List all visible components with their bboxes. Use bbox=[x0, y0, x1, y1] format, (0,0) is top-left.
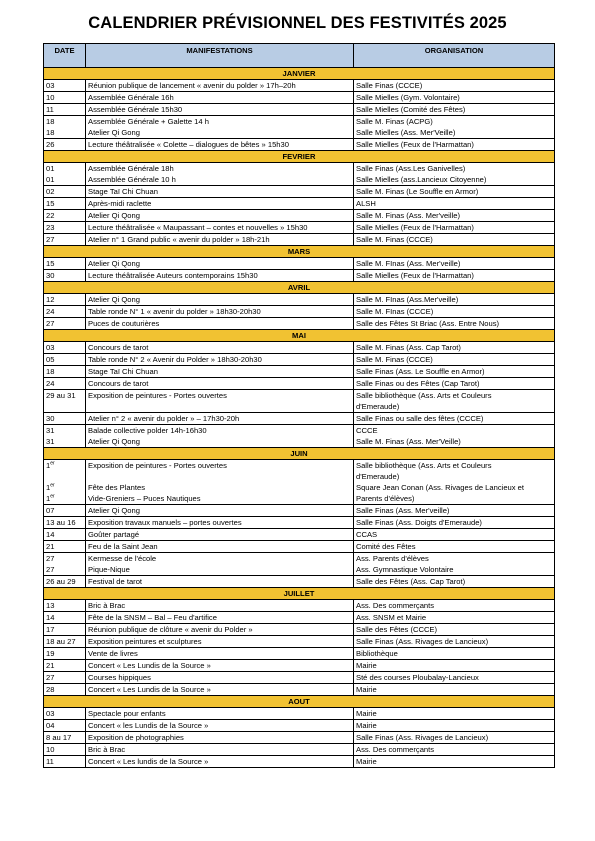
month-fevrier: FEVRIER bbox=[44, 151, 555, 163]
date-line bbox=[46, 482, 83, 493]
row-date: 23 bbox=[44, 222, 86, 234]
row-event: Stage Taï Chi Chuan bbox=[86, 366, 354, 378]
row-event: Spectacle pour enfants bbox=[86, 708, 354, 720]
table-row bbox=[44, 354, 555, 366]
table-row bbox=[44, 460, 555, 505]
row-date: 28 bbox=[44, 684, 86, 696]
org-line: Salle Mielles (Ass. Mer'Veille) bbox=[356, 128, 456, 137]
org-line: Salle bibliothèque (Ass. Arts et Couleurs bbox=[356, 391, 492, 400]
day-number: 1 bbox=[46, 494, 51, 503]
row-event: Atelier Qi Qong bbox=[86, 294, 354, 306]
event-line bbox=[88, 471, 351, 482]
table-row bbox=[44, 505, 555, 517]
row-event: Feu de la Saint Jean bbox=[86, 541, 354, 553]
row-org: Salle M. Finas (Ass. Mer'veille) bbox=[354, 210, 555, 222]
row-event: Stage Taï Chi Chuan bbox=[86, 186, 354, 198]
date-line: 01 bbox=[46, 175, 55, 184]
org-line: Parents d'élèves) bbox=[356, 494, 415, 503]
org-line: Salle Finas (Ass.Les Ganivelles) bbox=[356, 164, 466, 173]
table-row bbox=[44, 186, 555, 198]
table-row bbox=[44, 198, 555, 210]
table-row bbox=[44, 306, 555, 318]
row-event: Festival de tarot bbox=[86, 576, 354, 588]
row-date bbox=[44, 116, 86, 139]
table-row bbox=[44, 660, 555, 672]
row-event: Concert « Les Lundis de la Source » bbox=[86, 660, 354, 672]
row-date: 15 bbox=[44, 258, 86, 270]
date-line bbox=[46, 493, 83, 504]
row-date: 10 bbox=[44, 744, 86, 756]
row-org: Mairie bbox=[354, 708, 555, 720]
row-org: Ass. SNSM et Mairie bbox=[354, 612, 555, 624]
table-row bbox=[44, 553, 555, 576]
event-line: Fête des Plantes bbox=[88, 483, 145, 492]
row-date: 12 bbox=[44, 294, 86, 306]
row-org: Mairie bbox=[354, 660, 555, 672]
table-row bbox=[44, 116, 555, 139]
row-org: Salle M. FInas (Ass.Mer'veille) bbox=[354, 294, 555, 306]
row-date: 26 au 29 bbox=[44, 576, 86, 588]
row-org bbox=[354, 553, 555, 576]
row-org: Salle Finas (Ass. Mer'veille) bbox=[354, 505, 555, 517]
table-row bbox=[44, 672, 555, 684]
row-event: Bric à Brac bbox=[86, 600, 354, 612]
event-line: Assemblée Générale + Galette 14 h bbox=[88, 117, 209, 126]
table-row bbox=[44, 425, 555, 448]
table-row bbox=[44, 139, 555, 151]
row-date: 02 bbox=[44, 186, 86, 198]
table-row bbox=[44, 708, 555, 720]
row-org: Ass. Des commerçants bbox=[354, 744, 555, 756]
row-org: Salle Mielles (Comité des Fêtes) bbox=[354, 104, 555, 116]
table-row bbox=[44, 576, 555, 588]
day-number: 1 bbox=[46, 483, 51, 492]
org-line: Salle M. Finas (Ass. Mer'Veille) bbox=[356, 437, 461, 446]
month-row bbox=[44, 448, 555, 460]
row-event: Lecture théâtralisée Auteurs contemporains 15h30 bbox=[86, 270, 354, 282]
row-date: 05 bbox=[44, 354, 86, 366]
row-date: 03 bbox=[44, 708, 86, 720]
row-event: Assemblée Générale 15h30 bbox=[86, 104, 354, 116]
table-row bbox=[44, 234, 555, 246]
row-org bbox=[354, 425, 555, 448]
row-org bbox=[354, 116, 555, 139]
org-line: Ass. Parents d'élèves bbox=[356, 554, 429, 563]
row-date bbox=[44, 460, 86, 505]
month-row bbox=[44, 282, 555, 294]
row-date bbox=[44, 425, 86, 448]
row-org: Salle des Fêtes (CCCE) bbox=[354, 624, 555, 636]
row-date: 30 bbox=[44, 270, 86, 282]
row-event: Concert « Les lundis de la Source » bbox=[86, 756, 354, 768]
month-row bbox=[44, 330, 555, 342]
org-line: CCCE bbox=[356, 426, 378, 435]
row-event: Atelier Qi Qong bbox=[86, 258, 354, 270]
row-org: Salle Finas (Ass. Rivages de Lancieux) bbox=[354, 636, 555, 648]
table-row bbox=[44, 517, 555, 529]
row-event bbox=[86, 553, 354, 576]
row-event: Exposition de photographies bbox=[86, 732, 354, 744]
row-date: 19 bbox=[44, 648, 86, 660]
table-row bbox=[44, 342, 555, 354]
row-date bbox=[44, 553, 86, 576]
row-event: Table ronde N° 1 « avenir du polder » 18h30-20h30 bbox=[86, 306, 354, 318]
row-event: Lecture théâtralisée « Colette – dialogues de bêtes » 15h30 bbox=[86, 139, 354, 151]
row-org: ALSH bbox=[354, 198, 555, 210]
table-row bbox=[44, 378, 555, 390]
ordinal-suffix: er bbox=[50, 482, 55, 489]
table-row bbox=[44, 294, 555, 306]
row-date: 14 bbox=[44, 529, 86, 541]
row-org: Salle M. Finas (CCCE) bbox=[354, 354, 555, 366]
row-org: Salle Mielles (Gym. Volontaire) bbox=[354, 92, 555, 104]
table-row bbox=[44, 732, 555, 744]
row-event: Atelier Qi Qong bbox=[86, 505, 354, 517]
row-org: Comité des Fêtes bbox=[354, 541, 555, 553]
date-line: 31 bbox=[46, 426, 55, 435]
row-org: Salle Finas ou des Fêtes (Cap Tarot) bbox=[354, 378, 555, 390]
row-date: 03 bbox=[44, 342, 86, 354]
row-event: Vente de livres bbox=[86, 648, 354, 660]
row-date bbox=[44, 163, 86, 186]
org-line: Ass. Gymnastique Volontaire bbox=[356, 565, 454, 574]
row-org: Salle M. Finas (CCCE) bbox=[354, 234, 555, 246]
org-line: d'Emeraude) bbox=[356, 472, 400, 481]
table-row bbox=[44, 222, 555, 234]
row-event: Exposition travaux manuels – portes ouvertes bbox=[86, 517, 354, 529]
row-org: Salle M. Finas (Le Souffle en Armor) bbox=[354, 186, 555, 198]
row-org: Salle Finas (Ass. Doigts d'Emeraude) bbox=[354, 517, 555, 529]
table-row bbox=[44, 163, 555, 186]
table-row bbox=[44, 104, 555, 116]
org-line: Salle M. Finas (ACPG) bbox=[356, 117, 433, 126]
row-event: Concours de tarot bbox=[86, 378, 354, 390]
row-org: Salle Finas (CCCE) bbox=[354, 80, 555, 92]
event-line: Atelier Qi Gong bbox=[88, 128, 140, 137]
date-line: 18 bbox=[46, 117, 55, 126]
row-event: Table ronde N° 2 « Avenir du Polder » 18h30-20h30 bbox=[86, 354, 354, 366]
row-org: Salle Mielles (Feux de l'Harmattan) bbox=[354, 222, 555, 234]
row-event: Goûter partagé bbox=[86, 529, 354, 541]
row-date: 18 au 27 bbox=[44, 636, 86, 648]
row-date: 11 bbox=[44, 756, 86, 768]
row-event bbox=[86, 163, 354, 186]
row-date: 8 au 17 bbox=[44, 732, 86, 744]
date-line: 31 bbox=[46, 437, 55, 446]
event-line: Atelier Qi Qong bbox=[88, 437, 140, 446]
row-date: 29 au 31 bbox=[44, 390, 86, 413]
table-row bbox=[44, 92, 555, 104]
row-org: Salle M. Finas (Ass. Cap Tarot) bbox=[354, 342, 555, 354]
day-number: 1 bbox=[46, 461, 51, 470]
table-row bbox=[44, 756, 555, 768]
row-event: Après-midi raclette bbox=[86, 198, 354, 210]
table-row bbox=[44, 636, 555, 648]
row-event bbox=[86, 116, 354, 139]
row-event: Exposition de peintures - Portes ouvertes bbox=[86, 390, 354, 413]
row-date: 26 bbox=[44, 139, 86, 151]
row-date: 13 au 16 bbox=[44, 517, 86, 529]
month-avril: AVRIL bbox=[44, 282, 555, 294]
month-row bbox=[44, 588, 555, 600]
date-line bbox=[46, 460, 83, 471]
table-row bbox=[44, 390, 555, 413]
month-row bbox=[44, 246, 555, 258]
row-date: 24 bbox=[44, 306, 86, 318]
date-line bbox=[46, 471, 83, 482]
row-org: CCAS bbox=[354, 529, 555, 541]
row-event: Exposition peintures et sculptures bbox=[86, 636, 354, 648]
row-org: Salle des Fêtes St Briac (Ass. Entre Nous) bbox=[354, 318, 555, 330]
page-title: CALENDRIER PRÉVISIONNEL DES FESTIVITÉS 2025 bbox=[88, 14, 507, 32]
month-aout: AOUT bbox=[44, 696, 555, 708]
row-event: Atelier n° 2 « avenir du polder » – 17h30-20h bbox=[86, 413, 354, 425]
org-line: Salle bibliothèque (Ass. Arts et Couleurs bbox=[356, 461, 492, 470]
month-juin: JUIN bbox=[44, 448, 555, 460]
row-event: Atelier Qi Qong bbox=[86, 210, 354, 222]
header-date: DATE bbox=[44, 44, 86, 68]
row-event: Concert « Les Lundis de la Source » bbox=[86, 684, 354, 696]
row-date: 11 bbox=[44, 104, 86, 116]
month-juillet: JUILLET bbox=[44, 588, 555, 600]
table-row bbox=[44, 529, 555, 541]
row-org: Mairie bbox=[354, 684, 555, 696]
row-org: Bibliothèque bbox=[354, 648, 555, 660]
table-row bbox=[44, 366, 555, 378]
date-line: 01 bbox=[46, 164, 55, 173]
month-row bbox=[44, 151, 555, 163]
row-date: 03 bbox=[44, 80, 86, 92]
table-row bbox=[44, 258, 555, 270]
row-date: 14 bbox=[44, 612, 86, 624]
row-org: Mairie bbox=[354, 720, 555, 732]
row-date: 30 bbox=[44, 413, 86, 425]
table-row bbox=[44, 541, 555, 553]
row-org bbox=[354, 390, 555, 413]
table-row bbox=[44, 624, 555, 636]
row-date: 18 bbox=[44, 366, 86, 378]
row-org: Salle M. FInas (CCCE) bbox=[354, 306, 555, 318]
row-org: Salle Finas ou salle des fêtes (CCCE) bbox=[354, 413, 555, 425]
row-date: 13 bbox=[44, 600, 86, 612]
row-date: 07 bbox=[44, 505, 86, 517]
table-row bbox=[44, 210, 555, 222]
month-mai: MAI bbox=[44, 330, 555, 342]
header-manifestations: MANIFESTATIONS bbox=[86, 44, 354, 68]
row-event: Puces de couturières bbox=[86, 318, 354, 330]
row-date: 21 bbox=[44, 541, 86, 553]
table-row bbox=[44, 612, 555, 624]
row-event bbox=[86, 460, 354, 505]
row-event: Concert « les Lundis de la Source » bbox=[86, 720, 354, 732]
ordinal-suffix: er bbox=[50, 460, 55, 467]
event-line: Kermesse de l'école bbox=[88, 554, 157, 563]
row-date: 10 bbox=[44, 92, 86, 104]
row-date: 15 bbox=[44, 198, 86, 210]
table-row bbox=[44, 318, 555, 330]
org-line: Salle Mielles (ass.Lancieux Citoyenne) bbox=[356, 175, 487, 184]
row-event: Réunion publique de lancement « avenir du polder » 17h–20h bbox=[86, 80, 354, 92]
row-org: Salle Finas (Ass. Rivages de Lancieux) bbox=[354, 732, 555, 744]
event-line: Assemblée Générale 18h bbox=[88, 164, 174, 173]
row-event: Lecture théâtralisée « Maupassant – contes et nouvelles » 15h30 bbox=[86, 222, 354, 234]
row-date: 17 bbox=[44, 624, 86, 636]
month-mars: MARS bbox=[44, 246, 555, 258]
row-org: Salle Mielles (Feux de l'Harmattan) bbox=[354, 139, 555, 151]
row-date: 22 bbox=[44, 210, 86, 222]
row-org: Sté des courses Ploubalay-Lancieux bbox=[354, 672, 555, 684]
row-date: 24 bbox=[44, 378, 86, 390]
row-org: Mairie bbox=[354, 756, 555, 768]
month-row bbox=[44, 68, 555, 80]
row-org: Salle Finas (Ass. Le Souffle en Armor) bbox=[354, 366, 555, 378]
row-org bbox=[354, 163, 555, 186]
row-org: Ass. Des commerçants bbox=[354, 600, 555, 612]
ordinal-suffix: er bbox=[50, 493, 55, 500]
row-event bbox=[86, 425, 354, 448]
date-line: 27 bbox=[46, 554, 55, 563]
table-row bbox=[44, 744, 555, 756]
org-line: d'Emeraude) bbox=[356, 402, 400, 411]
row-event: Assemblée Générale 16h bbox=[86, 92, 354, 104]
event-line: Exposition de peintures - Portes ouvertes bbox=[88, 461, 227, 470]
date-line: 27 bbox=[46, 565, 55, 574]
table-header-row bbox=[44, 44, 555, 68]
table-row bbox=[44, 600, 555, 612]
row-date: 21 bbox=[44, 660, 86, 672]
row-event: Bric à Brac bbox=[86, 744, 354, 756]
table-row bbox=[44, 648, 555, 660]
table-row bbox=[44, 720, 555, 732]
event-line: Pique-Nique bbox=[88, 565, 130, 574]
date-line: 18 bbox=[46, 128, 55, 137]
row-date: 27 bbox=[44, 318, 86, 330]
table-row bbox=[44, 413, 555, 425]
row-org: Salle M. FInas (Ass. Mer'veille) bbox=[354, 258, 555, 270]
header-organisation: ORGANISATION bbox=[354, 44, 555, 68]
table-row bbox=[44, 80, 555, 92]
row-event: Réunion publique de clôture « avenir du Polder » bbox=[86, 624, 354, 636]
row-date: 27 bbox=[44, 234, 86, 246]
row-org bbox=[354, 460, 555, 505]
row-event: Atelier n° 1 Grand public « avenir du polder » 18h-21h bbox=[86, 234, 354, 246]
event-line: Assemblée Générale 10 h bbox=[88, 175, 176, 184]
row-event: Courses hippiques bbox=[86, 672, 354, 684]
festivities-table bbox=[43, 43, 555, 768]
row-org: Salle des Fêtes (Ass. Cap Tarot) bbox=[354, 576, 555, 588]
row-org: Salle Mielles (Feux de l'Harmattan) bbox=[354, 270, 555, 282]
org-line: Square Jean Conan (Ass. Rivages de Lancieux et bbox=[356, 483, 525, 492]
table-row bbox=[44, 270, 555, 282]
row-date: 27 bbox=[44, 672, 86, 684]
row-event: Concours de tarot bbox=[86, 342, 354, 354]
table-row bbox=[44, 684, 555, 696]
row-event: Fête de la SNSM – Bal – Feu d'artifice bbox=[86, 612, 354, 624]
event-line: Vide-Greniers – Puces Nautiques bbox=[88, 494, 201, 503]
month-row bbox=[44, 696, 555, 708]
event-line: Balade collective polder 14h-16h30 bbox=[88, 426, 207, 435]
row-date: 04 bbox=[44, 720, 86, 732]
month-janvier: JANVIER bbox=[44, 68, 555, 80]
